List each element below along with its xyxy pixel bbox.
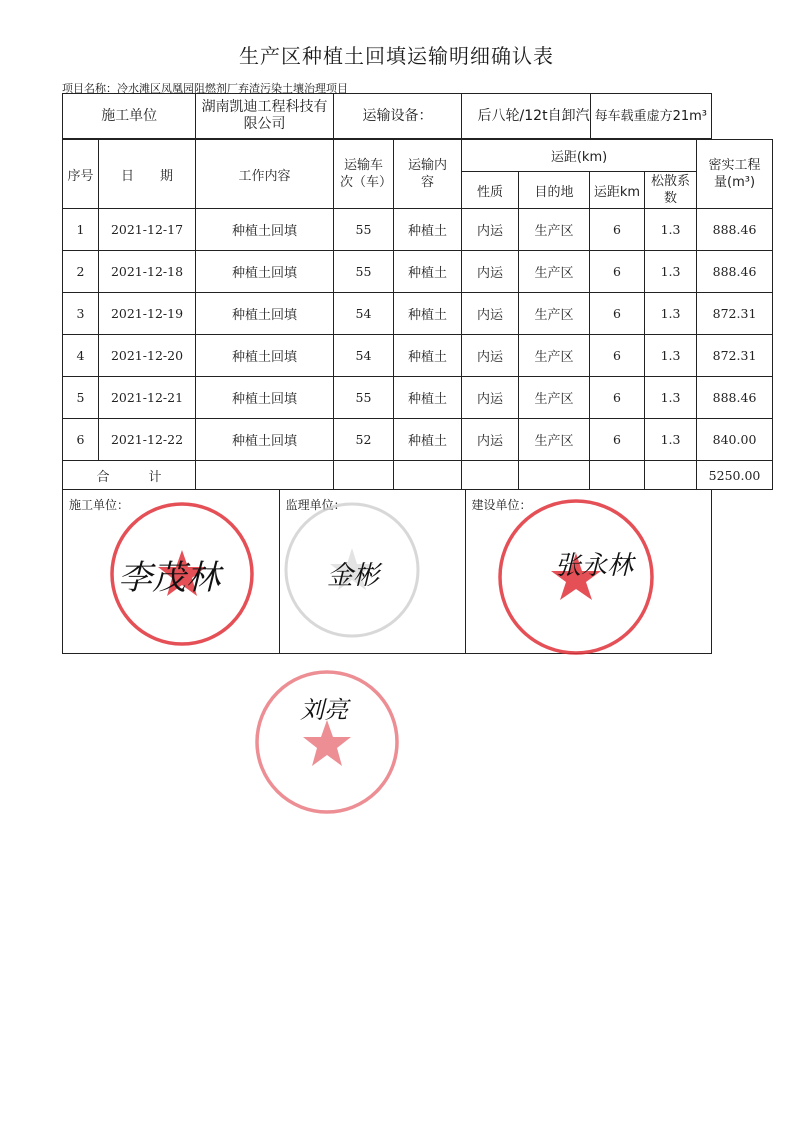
- total-empty: [519, 461, 590, 490]
- table-row: [63, 209, 773, 251]
- total-label: 合 计: [63, 461, 196, 490]
- col-volume: 密实工程量(m³): [697, 140, 773, 209]
- cell-trips: 55: [334, 251, 394, 293]
- cell-coef: 1.3: [645, 335, 697, 377]
- cell-date: 2021-12-22: [99, 419, 196, 461]
- total-empty: [462, 461, 519, 490]
- unit-label: 施工单位: [63, 94, 196, 138]
- total-row: [63, 461, 773, 490]
- cell-content: 种植土: [394, 335, 462, 377]
- cell-date: 2021-12-21: [99, 377, 196, 419]
- cell-volume: 840.00: [697, 419, 773, 461]
- capacity-value: 每车载重虚方21m³: [594, 108, 707, 124]
- document-title: 生产区种植土回填运输明细确认表: [239, 44, 554, 68]
- cell-content: 种植土: [394, 293, 462, 335]
- cell-content: 种植土: [394, 419, 462, 461]
- cell-dist: 6: [590, 209, 645, 251]
- cell-coef: 1.3: [645, 251, 697, 293]
- cell-seq: 1: [63, 209, 99, 251]
- col-seq: 序号: [63, 140, 99, 209]
- cell-nature: 内运: [462, 293, 519, 335]
- cell-date: 2021-12-19: [99, 293, 196, 335]
- equipment-label: 运输设备：: [334, 94, 462, 138]
- cell-dest: 生产区: [519, 209, 590, 251]
- table-row: [63, 419, 773, 461]
- cell-content: 种植土: [394, 377, 462, 419]
- owner-unit-label: 建设单位：: [471, 498, 532, 512]
- supervision-unit-label: 监理单位：: [285, 498, 346, 512]
- cell-content: 种植土: [394, 209, 462, 251]
- cell-volume: 872.31: [697, 335, 773, 377]
- cell-work: 种植土回填: [196, 335, 334, 377]
- cell-work: 种植土回填: [196, 209, 334, 251]
- total-empty: [394, 461, 462, 490]
- project-name: 项目名称：冷水滩区凤凰园阻燃剂厂弃渣污染土壤治理项目: [62, 82, 348, 95]
- col-trips: 运输车次（车）: [334, 140, 394, 209]
- cell-date: 2021-12-18: [99, 251, 196, 293]
- institute-signature: 刘亮: [300, 696, 348, 724]
- total-empty: [590, 461, 645, 490]
- col-coef: 松散系数: [645, 172, 697, 209]
- cell-volume: 888.46: [697, 209, 773, 251]
- construction-signature: 李茂林: [118, 558, 220, 598]
- table-row: [63, 377, 773, 419]
- cell-seq: 4: [63, 335, 99, 377]
- cell-dest: 生产区: [519, 419, 590, 461]
- cell-date: 2021-12-20: [99, 335, 196, 377]
- total-empty: [334, 461, 394, 490]
- cell-coef: 1.3: [645, 293, 697, 335]
- cell-nature: 内运: [462, 209, 519, 251]
- cell-dist: 6: [590, 251, 645, 293]
- col-content: 运输内容: [394, 140, 462, 209]
- col-nature: 性质: [462, 172, 519, 209]
- cell-dest: 生产区: [519, 377, 590, 419]
- total-value: 5250.00: [697, 461, 773, 490]
- cell-nature: 内运: [462, 419, 519, 461]
- cell-trips: 55: [334, 377, 394, 419]
- cell-nature: 内运: [462, 251, 519, 293]
- owner-signature: 张永林: [555, 551, 634, 581]
- total-empty: [196, 461, 334, 490]
- cell-dist: 6: [590, 293, 645, 335]
- cell-content: 种植土: [394, 251, 462, 293]
- cell-work: 种植土回填: [196, 419, 334, 461]
- cell-trips: 54: [334, 335, 394, 377]
- table-row: [63, 293, 773, 335]
- cell-trips: 52: [334, 419, 394, 461]
- cell-dest: 生产区: [519, 251, 590, 293]
- cell-dist: 6: [590, 335, 645, 377]
- cell-seq: 2: [63, 251, 99, 293]
- cell-coef: 1.3: [645, 377, 697, 419]
- table-row: [63, 251, 773, 293]
- construction-unit-label: 施工单位：: [69, 498, 130, 512]
- cell-dest: 生产区: [519, 293, 590, 335]
- cell-seq: 6: [63, 419, 99, 461]
- cell-volume: 888.46: [697, 377, 773, 419]
- col-work: 工作内容: [196, 140, 334, 209]
- col-distance-group: 运距(km): [462, 140, 697, 172]
- unit-value: 湖南凯迪工程科技有限公司: [196, 94, 333, 138]
- col-destination: 目的地: [519, 172, 590, 209]
- supervision-signature: 金彬: [327, 561, 380, 591]
- cell-trips: 54: [334, 293, 394, 335]
- transport-table: [62, 139, 773, 490]
- cell-coef: 1.3: [645, 419, 697, 461]
- equipment-value: 后八轮/12t自卸汽: [462, 94, 590, 138]
- cell-coef: 1.3: [645, 209, 697, 251]
- cell-volume: 872.31: [697, 293, 773, 335]
- cell-seq: 3: [63, 293, 99, 335]
- info-header: [62, 93, 712, 139]
- cell-seq: 5: [63, 377, 99, 419]
- table-header-row: [63, 140, 773, 172]
- cell-volume: 888.46: [697, 251, 773, 293]
- cell-date: 2021-12-17: [99, 209, 196, 251]
- cell-work: 种植土回填: [196, 377, 334, 419]
- cell-trips: 55: [334, 209, 394, 251]
- cell-dest: 生产区: [519, 335, 590, 377]
- cell-nature: 内运: [462, 377, 519, 419]
- col-distance-km: 运距km: [590, 172, 645, 209]
- table-row: [63, 335, 773, 377]
- col-date: 日 期: [99, 140, 196, 209]
- total-empty: [645, 461, 697, 490]
- cell-work: 种植土回填: [196, 293, 334, 335]
- cell-nature: 内运: [462, 335, 519, 377]
- cell-dist: 6: [590, 377, 645, 419]
- cell-dist: 6: [590, 419, 645, 461]
- cell-work: 种植土回填: [196, 251, 334, 293]
